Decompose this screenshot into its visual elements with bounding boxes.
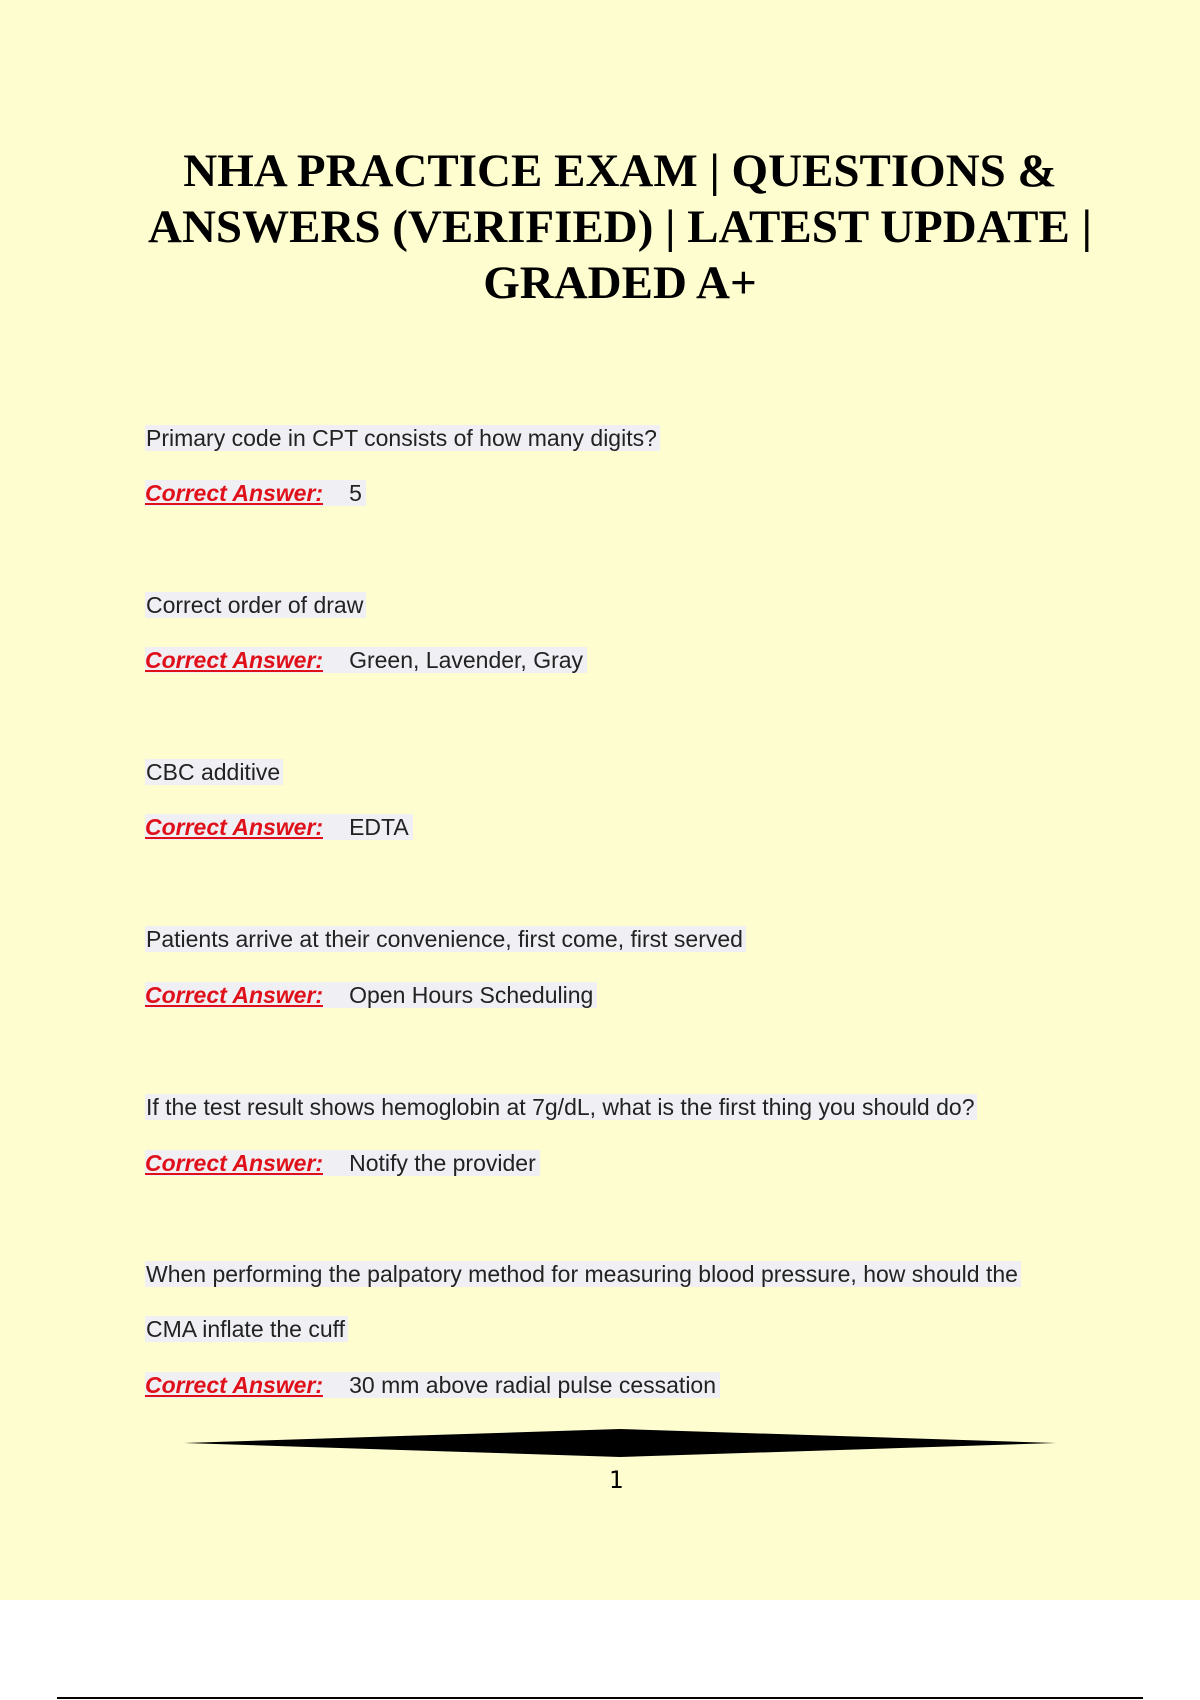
question-4: Patients arrive at their convenience, first come, first served [145, 924, 746, 954]
question-2: Correct order of draw [145, 590, 366, 620]
page-title: NHA PRACTICE EXAM | QUESTIONS & ANSWERS (VERIFIED) | LATEST UPDATE | GRADED A+ [148, 145, 1092, 309]
question-6-line-1: When performing the palpatory method for measuring blood pressure, how should the [145, 1259, 1021, 1289]
answer-2: Correct Answer: Green, Lavender, Gray [145, 645, 587, 675]
answer-label: Correct Answer: [145, 982, 324, 1008]
answer-label: Correct Answer: [145, 814, 324, 840]
question-1: Primary code in CPT consists of how many digits? [145, 423, 660, 453]
answer-label: Correct Answer: [145, 1372, 324, 1398]
answer-label: Correct Answer: [145, 480, 324, 506]
question-3: CBC additive [145, 757, 283, 787]
question-6-line-2: CMA inflate the cuff [145, 1314, 348, 1344]
page-number: 1 [608, 1466, 624, 1494]
answer-label: Correct Answer: [145, 647, 324, 673]
answer-3: Correct Answer: EDTA [145, 812, 413, 842]
answer-5: Correct Answer: Notify the provider [145, 1148, 540, 1178]
answer-label: Correct Answer: [145, 1150, 324, 1176]
bottom-rule [57, 1697, 1143, 1699]
diamond-divider [184, 1428, 1056, 1458]
answer-6: Correct Answer: 30 mm above radial pulse cessation [145, 1370, 720, 1400]
answer-4: Correct Answer: Open Hours Scheduling [145, 980, 597, 1010]
question-5: If the test result shows hemoglobin at 7g/dL, what is the first thing you should do? [145, 1092, 977, 1122]
answer-1: Correct Answer: 5 [145, 478, 366, 508]
